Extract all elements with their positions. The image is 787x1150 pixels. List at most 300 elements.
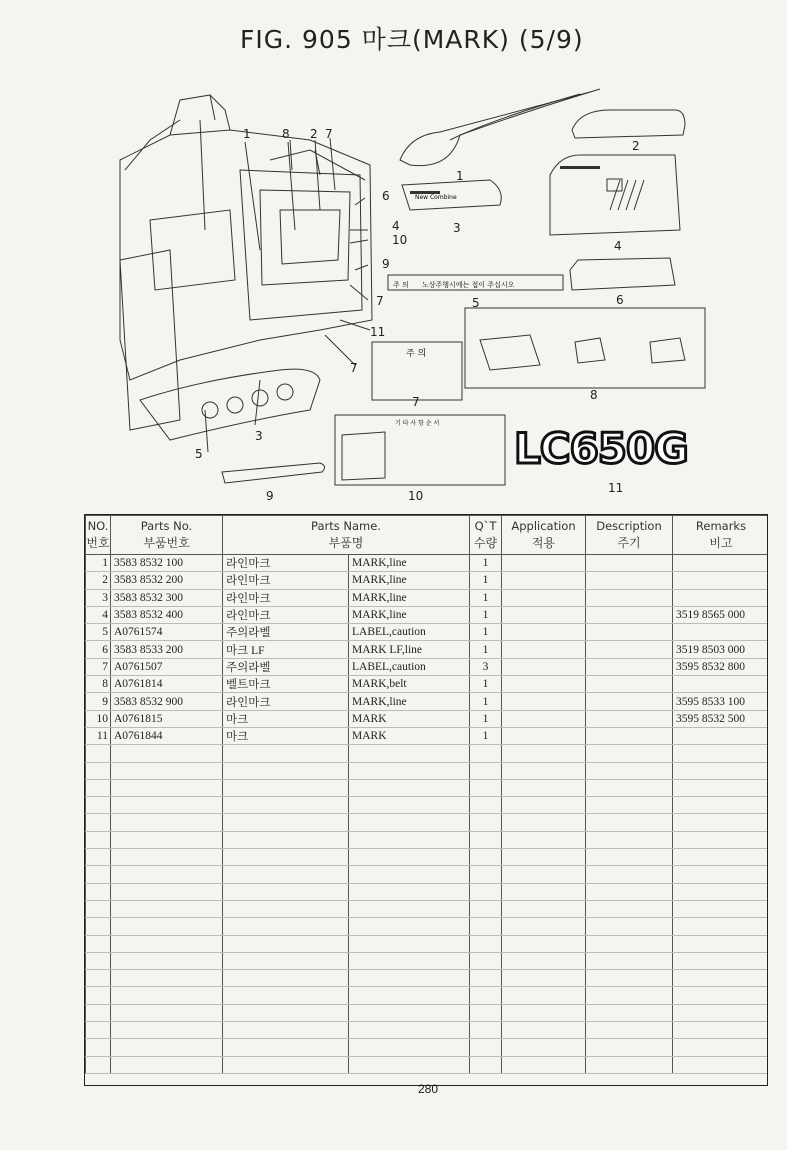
callout-11: 11 bbox=[370, 325, 386, 339]
label10-header: 기 타 사 항 순 서 bbox=[395, 420, 440, 427]
empty-table-row bbox=[86, 883, 769, 900]
empty-cell bbox=[586, 831, 673, 848]
cell-name-ko: 라인마크 bbox=[223, 572, 349, 589]
cell-remarks bbox=[673, 589, 769, 606]
label5-header: 주 의 bbox=[393, 281, 409, 289]
empty-cell bbox=[502, 814, 586, 831]
empty-cell bbox=[223, 918, 349, 935]
empty-cell bbox=[586, 797, 673, 814]
cell-no: 6 bbox=[86, 641, 111, 658]
table-row bbox=[86, 658, 769, 675]
part-label-5: 5 bbox=[472, 296, 480, 310]
empty-cell bbox=[86, 779, 111, 796]
callout-10: 10 bbox=[392, 233, 408, 247]
table-row bbox=[86, 555, 769, 572]
empty-cell bbox=[470, 866, 502, 883]
cell-app bbox=[502, 693, 586, 710]
cell-remarks: 3519 8503 000 bbox=[673, 641, 769, 658]
empty-cell bbox=[223, 883, 349, 900]
cell-qty: 1 bbox=[470, 710, 502, 727]
empty-table-row bbox=[86, 849, 769, 866]
cell-desc bbox=[586, 624, 673, 641]
cell-qty: 1 bbox=[470, 555, 502, 572]
empty-cell bbox=[673, 935, 769, 952]
empty-cell bbox=[111, 797, 223, 814]
part-label-4: 4 bbox=[614, 239, 622, 253]
empty-cell bbox=[223, 1022, 349, 1039]
empty-cell bbox=[111, 814, 223, 831]
table-row bbox=[86, 606, 769, 623]
cell-part-no: A0761844 bbox=[111, 727, 223, 744]
empty-cell bbox=[502, 831, 586, 848]
cell-desc bbox=[586, 572, 673, 589]
empty-cell bbox=[86, 745, 111, 762]
empty-cell bbox=[673, 831, 769, 848]
parts-table bbox=[84, 514, 768, 1086]
empty-cell bbox=[86, 1039, 111, 1056]
empty-cell bbox=[111, 1022, 223, 1039]
cell-no: 1 bbox=[86, 555, 111, 572]
table-row bbox=[86, 676, 769, 693]
empty-table-row bbox=[86, 1022, 769, 1039]
cell-app bbox=[502, 572, 586, 589]
part-label-2: 2 bbox=[632, 139, 640, 153]
empty-cell bbox=[349, 935, 470, 952]
empty-cell bbox=[349, 1039, 470, 1056]
empty-cell bbox=[470, 797, 502, 814]
empty-cell bbox=[223, 1056, 349, 1073]
empty-cell bbox=[349, 797, 470, 814]
cell-remarks bbox=[673, 572, 769, 589]
table-row bbox=[86, 589, 769, 606]
empty-cell bbox=[111, 883, 223, 900]
parts-illustration bbox=[110, 80, 720, 510]
part-label-1: 1 bbox=[456, 169, 464, 183]
empty-cell bbox=[111, 970, 223, 987]
empty-cell bbox=[586, 918, 673, 935]
empty-cell bbox=[586, 762, 673, 779]
cell-app bbox=[502, 727, 586, 744]
empty-cell bbox=[349, 1056, 470, 1073]
empty-cell bbox=[470, 987, 502, 1004]
empty-cell bbox=[349, 970, 470, 987]
empty-cell bbox=[470, 935, 502, 952]
cell-name-ko: 마크 bbox=[223, 727, 349, 744]
header-description: Description 주기 bbox=[586, 516, 673, 555]
empty-cell bbox=[502, 779, 586, 796]
empty-cell bbox=[673, 970, 769, 987]
empty-table-row bbox=[86, 1039, 769, 1056]
empty-cell bbox=[502, 797, 586, 814]
empty-cell bbox=[86, 883, 111, 900]
cell-app bbox=[502, 555, 586, 572]
part-label-9: 9 bbox=[266, 489, 274, 503]
empty-cell bbox=[111, 918, 223, 935]
empty-cell bbox=[673, 814, 769, 831]
empty-table-row bbox=[86, 1056, 769, 1073]
cell-qty: 1 bbox=[470, 606, 502, 623]
header-remarks: Remarks 비고 bbox=[673, 516, 769, 555]
cell-name-en: MARK,line bbox=[349, 589, 470, 606]
cell-remarks: 3595 8533 100 bbox=[673, 693, 769, 710]
callout-5: 5 bbox=[195, 447, 203, 461]
empty-cell bbox=[673, 987, 769, 1004]
empty-cell bbox=[111, 762, 223, 779]
part-label-3: 3 bbox=[453, 221, 461, 235]
empty-cell bbox=[470, 779, 502, 796]
empty-cell bbox=[586, 987, 673, 1004]
callout-1: 1 bbox=[243, 127, 251, 141]
empty-cell bbox=[470, 831, 502, 848]
empty-cell bbox=[223, 987, 349, 1004]
cell-name-ko: 주의라벨 bbox=[223, 658, 349, 675]
page-title: FIG. 905 마크(MARK) (5/9) bbox=[240, 25, 584, 54]
empty-table-row bbox=[86, 762, 769, 779]
cell-name-en: MARK LF,line bbox=[349, 641, 470, 658]
cell-name-ko: 라인마크 bbox=[223, 606, 349, 623]
empty-cell bbox=[470, 900, 502, 917]
cell-app bbox=[502, 606, 586, 623]
cell-name-ko: 주의라벨 bbox=[223, 624, 349, 641]
empty-cell bbox=[502, 883, 586, 900]
cell-desc bbox=[586, 555, 673, 572]
cell-name-en: MARK bbox=[349, 727, 470, 744]
empty-cell bbox=[502, 970, 586, 987]
cell-no: 11 bbox=[86, 727, 111, 744]
cell-name-en: MARK,line bbox=[349, 572, 470, 589]
cell-remarks: 3595 8532 800 bbox=[673, 658, 769, 675]
empty-cell bbox=[111, 831, 223, 848]
empty-cell bbox=[502, 866, 586, 883]
cell-name-en: MARK,belt bbox=[349, 676, 470, 693]
cell-remarks bbox=[673, 727, 769, 744]
empty-cell bbox=[111, 745, 223, 762]
empty-cell bbox=[86, 797, 111, 814]
callout-4: 4 bbox=[392, 219, 400, 233]
cell-no: 9 bbox=[86, 693, 111, 710]
cell-name-ko: 마크 bbox=[223, 710, 349, 727]
empty-cell bbox=[111, 987, 223, 1004]
cell-qty: 1 bbox=[470, 589, 502, 606]
header-no: NO. 번호 bbox=[86, 516, 111, 555]
empty-cell bbox=[86, 918, 111, 935]
cell-desc bbox=[586, 693, 673, 710]
cell-part-no: 3583 8532 300 bbox=[111, 589, 223, 606]
callout-7b: 7 bbox=[376, 294, 384, 308]
empty-cell bbox=[673, 762, 769, 779]
cell-name-en: LABEL,caution bbox=[349, 658, 470, 675]
empty-cell bbox=[223, 1004, 349, 1021]
empty-cell bbox=[86, 866, 111, 883]
empty-cell bbox=[111, 1039, 223, 1056]
empty-cell bbox=[86, 970, 111, 987]
empty-table-row bbox=[86, 779, 769, 796]
empty-cell bbox=[111, 935, 223, 952]
empty-cell bbox=[223, 762, 349, 779]
label5-text: 노상주행시에는 접이 주십시오 bbox=[422, 281, 515, 289]
cell-part-no: 3583 8532 400 bbox=[111, 606, 223, 623]
empty-table-row bbox=[86, 987, 769, 1004]
empty-cell bbox=[86, 900, 111, 917]
empty-cell bbox=[470, 1039, 502, 1056]
callout-2: 2 bbox=[310, 127, 318, 141]
table-row bbox=[86, 727, 769, 744]
empty-cell bbox=[470, 1022, 502, 1039]
empty-cell bbox=[86, 831, 111, 848]
cell-app bbox=[502, 676, 586, 693]
empty-cell bbox=[502, 900, 586, 917]
cell-app bbox=[502, 641, 586, 658]
cell-name-ko: 벨트마크 bbox=[223, 676, 349, 693]
empty-cell bbox=[349, 849, 470, 866]
label3-text: New Combine bbox=[415, 194, 457, 201]
empty-table-row bbox=[86, 1004, 769, 1021]
empty-cell bbox=[502, 745, 586, 762]
empty-cell bbox=[470, 745, 502, 762]
empty-cell bbox=[586, 849, 673, 866]
empty-cell bbox=[502, 1056, 586, 1073]
empty-cell bbox=[223, 900, 349, 917]
empty-cell bbox=[673, 1022, 769, 1039]
empty-cell bbox=[111, 866, 223, 883]
cell-no: 7 bbox=[86, 658, 111, 675]
empty-cell bbox=[586, 1022, 673, 1039]
empty-cell bbox=[586, 952, 673, 969]
empty-cell bbox=[111, 849, 223, 866]
cell-no: 10 bbox=[86, 710, 111, 727]
header-part-no: Parts No. 부품번호 bbox=[111, 516, 223, 555]
table-row bbox=[86, 624, 769, 641]
header-part-name: Parts Name. 부품명 bbox=[223, 516, 470, 555]
cell-part-no: A0761507 bbox=[111, 658, 223, 675]
empty-cell bbox=[502, 1022, 586, 1039]
callout-7: 7 bbox=[325, 127, 333, 141]
empty-cell bbox=[586, 814, 673, 831]
empty-cell bbox=[223, 935, 349, 952]
cell-remarks bbox=[673, 624, 769, 641]
cell-no: 4 bbox=[86, 606, 111, 623]
empty-cell bbox=[86, 1022, 111, 1039]
empty-cell bbox=[502, 935, 586, 952]
empty-cell bbox=[349, 918, 470, 935]
cell-qty: 1 bbox=[470, 624, 502, 641]
empty-cell bbox=[223, 970, 349, 987]
empty-cell bbox=[673, 866, 769, 883]
empty-cell bbox=[470, 1004, 502, 1021]
page-number: 280 bbox=[418, 1082, 439, 1096]
empty-cell bbox=[673, 1004, 769, 1021]
empty-cell bbox=[86, 1056, 111, 1073]
empty-cell bbox=[673, 849, 769, 866]
empty-cell bbox=[470, 814, 502, 831]
cell-remarks bbox=[673, 555, 769, 572]
empty-cell bbox=[502, 918, 586, 935]
part-label-8: 8 bbox=[590, 388, 598, 402]
empty-cell bbox=[223, 849, 349, 866]
empty-cell bbox=[470, 970, 502, 987]
empty-cell bbox=[111, 779, 223, 796]
cell-qty: 1 bbox=[470, 676, 502, 693]
empty-table-row bbox=[86, 831, 769, 848]
table-row bbox=[86, 572, 769, 589]
cell-qty: 1 bbox=[470, 727, 502, 744]
cell-desc bbox=[586, 710, 673, 727]
empty-cell bbox=[86, 849, 111, 866]
table-row bbox=[86, 693, 769, 710]
empty-cell bbox=[470, 762, 502, 779]
cell-no: 8 bbox=[86, 676, 111, 693]
empty-cell bbox=[223, 814, 349, 831]
empty-cell bbox=[349, 883, 470, 900]
callout-7c: 7 bbox=[350, 361, 358, 375]
empty-cell bbox=[349, 1004, 470, 1021]
cell-remarks: 3595 8532 500 bbox=[673, 710, 769, 727]
empty-cell bbox=[86, 952, 111, 969]
empty-cell bbox=[349, 866, 470, 883]
empty-cell bbox=[586, 900, 673, 917]
cell-app bbox=[502, 589, 586, 606]
empty-cell bbox=[470, 1056, 502, 1073]
cell-part-no: 3583 8533 200 bbox=[111, 641, 223, 658]
empty-cell bbox=[502, 1039, 586, 1056]
cell-part-no: A0761815 bbox=[111, 710, 223, 727]
empty-cell bbox=[502, 952, 586, 969]
empty-cell bbox=[586, 970, 673, 987]
empty-cell bbox=[111, 900, 223, 917]
empty-cell bbox=[349, 987, 470, 1004]
empty-cell bbox=[673, 745, 769, 762]
label7-header: 주 의 bbox=[406, 349, 427, 359]
header-application: Application 적용 bbox=[502, 516, 586, 555]
empty-cell bbox=[586, 779, 673, 796]
empty-cell bbox=[502, 849, 586, 866]
cell-remarks bbox=[673, 676, 769, 693]
empty-cell bbox=[673, 1039, 769, 1056]
empty-cell bbox=[470, 952, 502, 969]
part-label-6: 6 bbox=[616, 293, 624, 307]
empty-cell bbox=[673, 900, 769, 917]
cell-app bbox=[502, 624, 586, 641]
empty-cell bbox=[223, 866, 349, 883]
empty-cell bbox=[586, 745, 673, 762]
cell-name-en: LABEL,caution bbox=[349, 624, 470, 641]
empty-table-row bbox=[86, 952, 769, 969]
empty-table-row bbox=[86, 918, 769, 935]
cell-name-en: MARK bbox=[349, 710, 470, 727]
table-row bbox=[86, 710, 769, 727]
cell-part-no: A0761814 bbox=[111, 676, 223, 693]
part-label-11: 11 bbox=[608, 481, 624, 495]
cell-name-en: MARK,line bbox=[349, 693, 470, 710]
cell-desc bbox=[586, 658, 673, 675]
callout-6: 6 bbox=[382, 189, 390, 203]
empty-cell bbox=[586, 1039, 673, 1056]
empty-cell bbox=[673, 779, 769, 796]
empty-cell bbox=[673, 1056, 769, 1073]
empty-cell bbox=[349, 745, 470, 762]
empty-table-row bbox=[86, 745, 769, 762]
empty-cell bbox=[586, 883, 673, 900]
empty-cell bbox=[502, 762, 586, 779]
empty-cell bbox=[86, 987, 111, 1004]
cell-name-ko: 라인마크 bbox=[223, 693, 349, 710]
empty-cell bbox=[86, 1004, 111, 1021]
cell-name-ko: 라인마크 bbox=[223, 589, 349, 606]
empty-cell bbox=[86, 935, 111, 952]
empty-cell bbox=[349, 952, 470, 969]
empty-cell bbox=[223, 797, 349, 814]
empty-cell bbox=[111, 1004, 223, 1021]
empty-cell bbox=[673, 952, 769, 969]
empty-cell bbox=[586, 935, 673, 952]
table-header-row bbox=[86, 516, 769, 555]
callout-8: 8 bbox=[282, 127, 290, 141]
empty-cell bbox=[470, 883, 502, 900]
empty-cell bbox=[86, 762, 111, 779]
part-label-7: 7 bbox=[412, 395, 420, 409]
empty-table-row bbox=[86, 814, 769, 831]
empty-cell bbox=[223, 779, 349, 796]
cell-no: 3 bbox=[86, 589, 111, 606]
empty-cell bbox=[111, 952, 223, 969]
empty-cell bbox=[502, 987, 586, 1004]
empty-table-row bbox=[86, 935, 769, 952]
cell-name-ko: 마크 LF bbox=[223, 641, 349, 658]
empty-cell bbox=[349, 814, 470, 831]
empty-cell bbox=[673, 797, 769, 814]
empty-table-row bbox=[86, 900, 769, 917]
cell-qty: 3 bbox=[470, 658, 502, 675]
empty-cell bbox=[349, 900, 470, 917]
cell-app bbox=[502, 710, 586, 727]
empty-cell bbox=[673, 918, 769, 935]
empty-cell bbox=[349, 762, 470, 779]
callout-3: 3 bbox=[255, 429, 263, 443]
empty-cell bbox=[470, 918, 502, 935]
empty-cell bbox=[586, 1056, 673, 1073]
empty-cell bbox=[586, 866, 673, 883]
cell-qty: 1 bbox=[470, 641, 502, 658]
empty-cell bbox=[349, 831, 470, 848]
table-row bbox=[86, 641, 769, 658]
cell-part-no: 3583 8532 900 bbox=[111, 693, 223, 710]
empty-cell bbox=[223, 745, 349, 762]
cell-desc bbox=[586, 676, 673, 693]
cell-name-ko: 라인마크 bbox=[223, 555, 349, 572]
cell-desc bbox=[586, 606, 673, 623]
cell-desc bbox=[586, 727, 673, 744]
cell-desc bbox=[586, 589, 673, 606]
cell-no: 2 bbox=[86, 572, 111, 589]
empty-cell bbox=[349, 1022, 470, 1039]
cell-name-en: MARK,line bbox=[349, 606, 470, 623]
empty-cell bbox=[349, 779, 470, 796]
cell-qty: 1 bbox=[470, 572, 502, 589]
empty-cell bbox=[223, 952, 349, 969]
empty-cell bbox=[470, 849, 502, 866]
callout-9: 9 bbox=[382, 257, 390, 271]
empty-table-row bbox=[86, 970, 769, 987]
empty-cell bbox=[223, 831, 349, 848]
empty-table-row bbox=[86, 866, 769, 883]
cell-part-no: 3583 8532 200 bbox=[111, 572, 223, 589]
cell-remarks: 3519 8565 000 bbox=[673, 606, 769, 623]
header-qty: Q`T 수량 bbox=[470, 516, 502, 555]
cell-app bbox=[502, 658, 586, 675]
cell-part-no: A0761574 bbox=[111, 624, 223, 641]
empty-cell bbox=[223, 1039, 349, 1056]
empty-cell bbox=[673, 883, 769, 900]
